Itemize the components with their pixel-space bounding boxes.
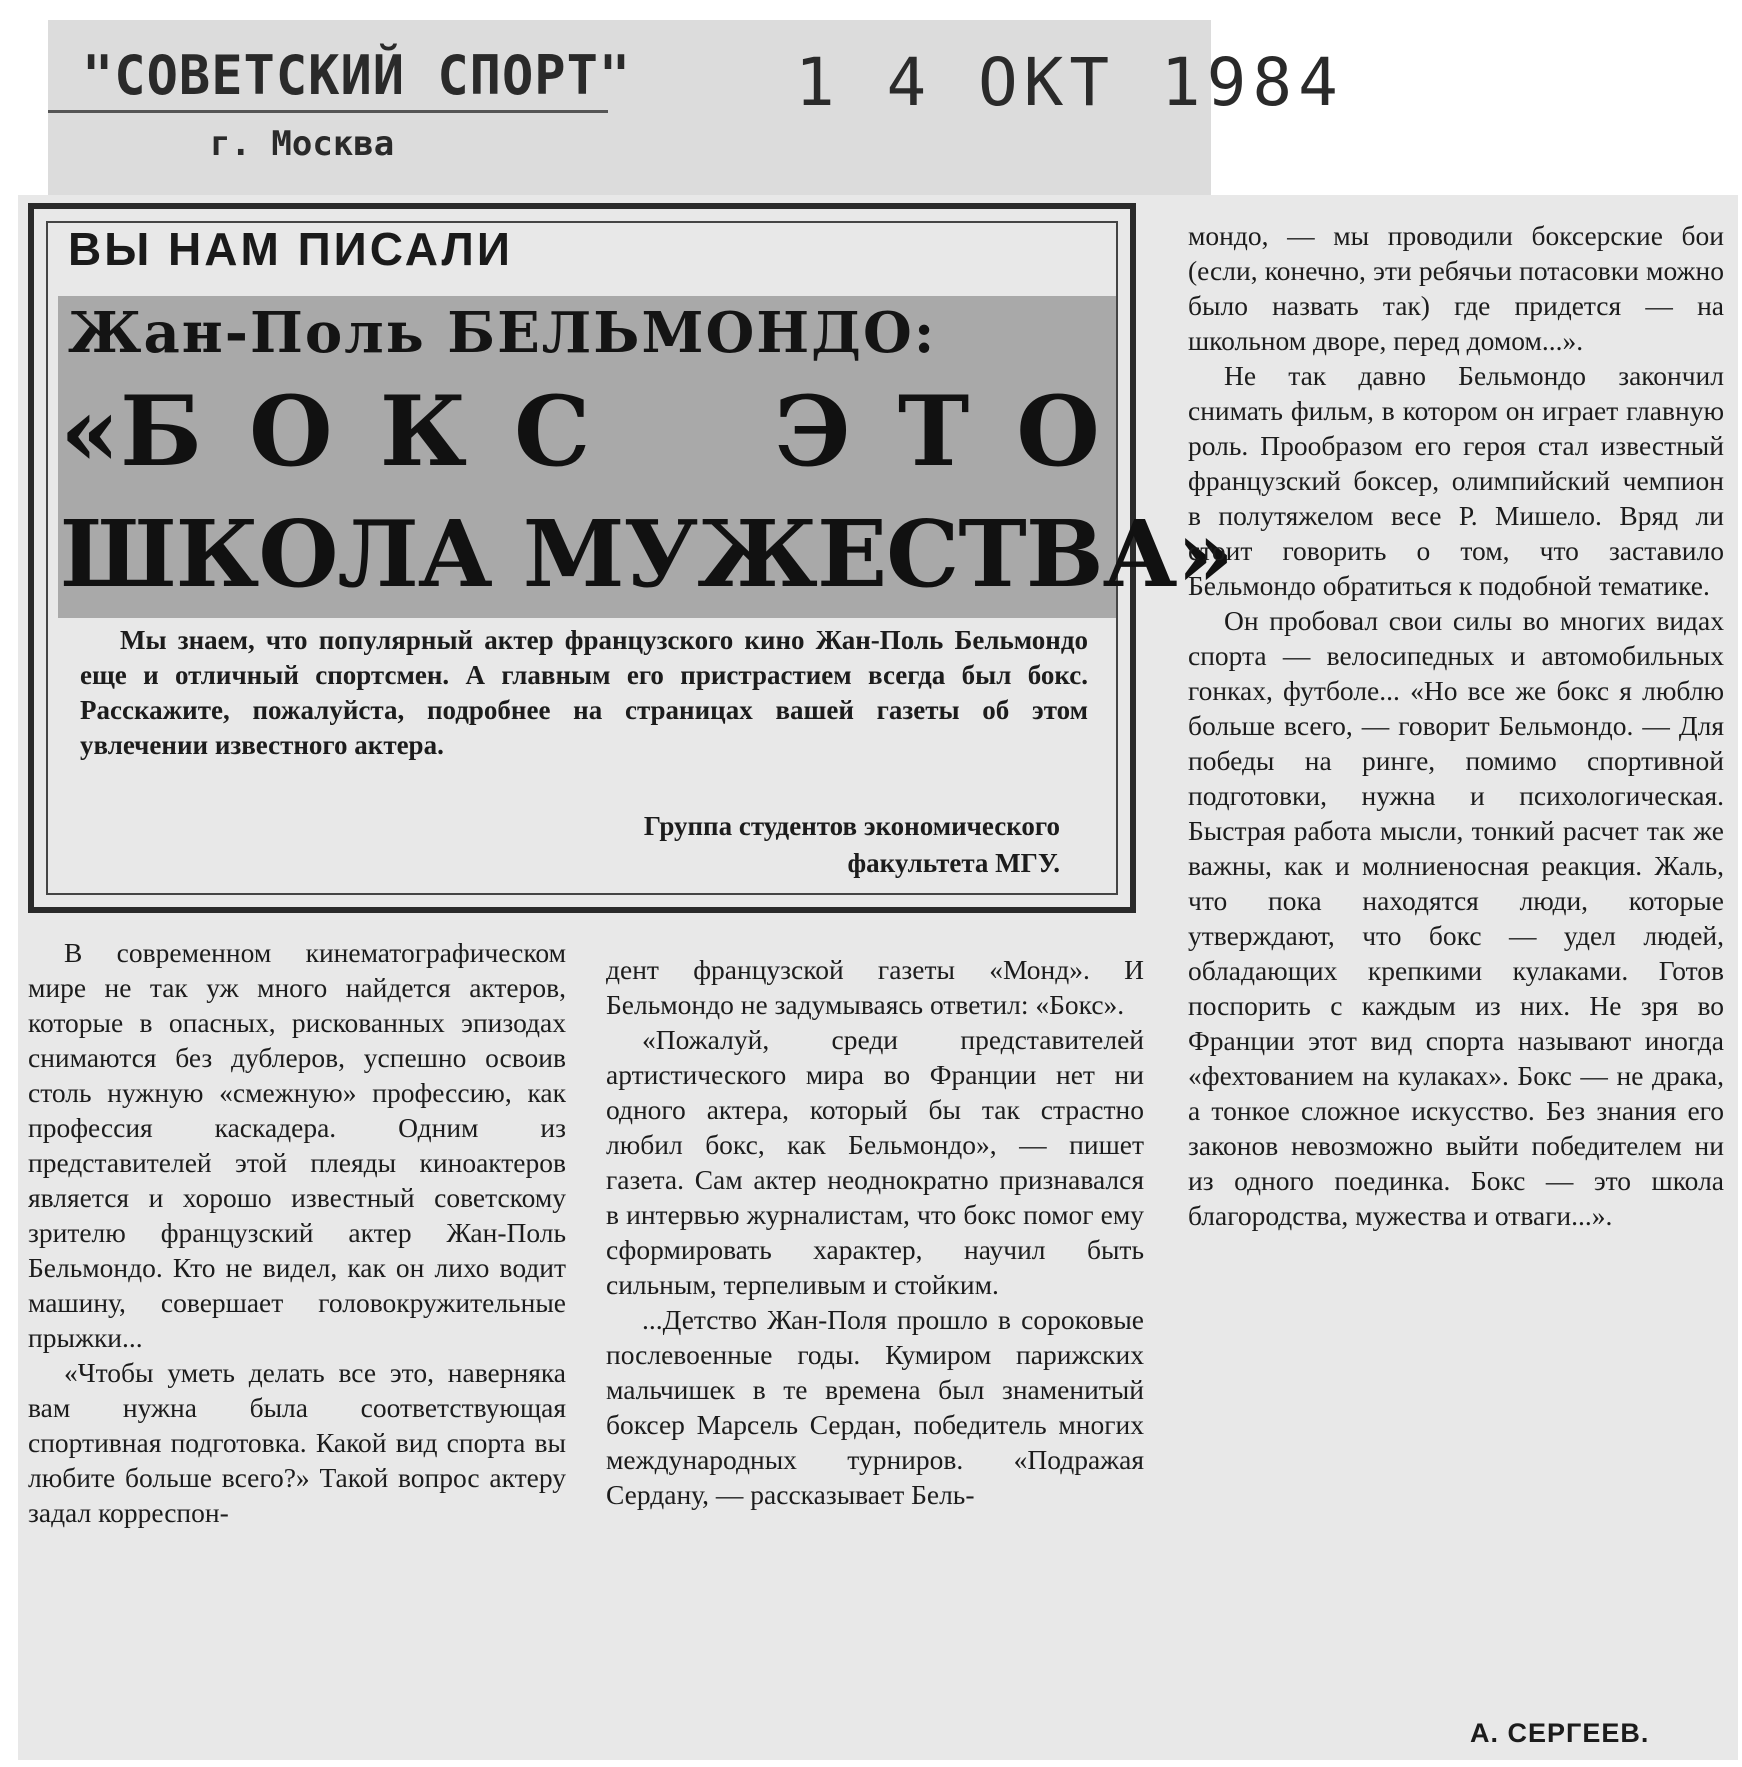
headline-letter: «Б xyxy=(60,375,203,488)
rubric-title: ВЫ НАМ ПИСАЛИ xyxy=(68,223,513,275)
headline-line-2: ШКОЛА МУЖЕСТВА» xyxy=(60,500,1234,608)
headline-letter: Т xyxy=(897,375,970,488)
letter-signature xyxy=(480,808,1060,882)
headline-letter: Э xyxy=(774,375,851,488)
headline-name: Жан-Поль БЕЛЬМОНДО: xyxy=(68,300,937,366)
reader-letter: Мы знаем, что популярный актер французского кино Жан-Поль Бельмондо еще и отличный спортсмен. А главным его пристрастием всегда был бокс. Расскажите, пожалуйста, подробнее на страницах вашей газеты об этом увлечении известного актера. xyxy=(80,625,1088,760)
article-column-3 xyxy=(1188,218,1724,1233)
article-column-1 xyxy=(28,935,566,1530)
article-paragraph: дент французской газеты «Монд». И Бельмондо не задумываясь ответил: «Бокс». xyxy=(606,954,1144,1020)
article-paragraph: В современном кинематографическом мире не так уж много найдется актеров, которые в опасных, рискованных эпизодах снимаются без дублеров, успешно освоив столь нужную «смежную» профессию, как профессия каскадера. Одним из представителей этой плеяды киноактеров является и хорошо известный советскому зрителю французский актер Жан-Поль Бельмондо. Кто не видел, как он лихо водит машину, совершает головокружительные прыжки... xyxy=(28,937,566,1353)
date-stamp: 1 4 ОКТ 1984 xyxy=(795,44,1344,121)
headline-letter: С xyxy=(514,375,591,488)
letter-signature-line-2: факультета МГУ. xyxy=(847,848,1060,878)
headline-spacer xyxy=(637,384,727,480)
headline-letter: О xyxy=(1016,375,1100,488)
article-paragraph: «Пожалуй, среди представителей артистического мира во Франции нет ни одного актера, который бы так страстно любил бокс, как Бельмондо», — пишет газета. Сам актер неоднократно признавался в интервью журналистам, что бокс помог ему сформировать характер, научил быть сильным, терпеливым и стойким. xyxy=(606,1024,1144,1300)
headline-letter: К xyxy=(379,375,468,488)
article-paragraph: Не так давно Бельмондо закончил снимать фильм, в котором он играет главную роль. Прообразом его героя стал известный французский боксер, олимпийский чемпион в полутяжелом весе Р. Мишело. Вряд ли стоит говорить о том, что заставило Бельмондо обратиться к подобной тематике. xyxy=(1188,360,1724,601)
city-stamp: г. Москва xyxy=(210,124,395,164)
stamp-rule xyxy=(48,110,608,113)
article-paragraph: ...Детство Жан-Поля прошло в сороковые послевоенные годы. Кумиром парижских мальчишек в те времена был знаменитый боксер Марсель Сердан, победитель многих международных турниров. «Подражая Сердану, — рассказывает Бель- xyxy=(606,1304,1144,1510)
article-author: А. СЕРГЕЕВ. xyxy=(1470,1718,1650,1748)
article-paragraph: Он пробовал свои силы во многих видах спорта — велосипедных и автомобильных гонках, футболе... «Но все же бокс я люблю больше всего, — говорит Бельмондо. — Для победы на ринге, помимо спортивной подготовки, нужна и психологическая. Быстрая работа мысли, тонкий расчет так же важны, как и молниеносная реакция. Жаль, что пока находятся люди, которые утверждают, что бокс — удел людей, обладающих крепкими кулаками. Готов поспорить с каждым из них. Не зря во Франции этот вид спорта называют иногда «фехтованием на кулаках». Бокс — не драка, а тонкое сложное искусство. Без знания его законов невозможно выйти победителем ни из одного поединка. Бокс — это школа благородства, мужества и отваги...». xyxy=(1188,605,1724,1231)
article-paragraph: мондо, — мы проводили боксерские бои (если, конечно, эти ребячьи потасовки можно было назвать так) где придется — на школьном дворе, перед домом...». xyxy=(1188,220,1724,356)
article-paragraph: «Чтобы уметь делать все это, наверняка вам нужна была соответствующая спортивная подготовка. Какой вид спорта вы любите больше всего?» Такой вопрос актеру задал корреспон- xyxy=(28,1357,566,1528)
article-column-2 xyxy=(606,952,1144,1512)
headline-line-1 xyxy=(60,375,1100,488)
headline-letter: О xyxy=(249,375,333,488)
letter-signature-line-1: Группа студентов экономического xyxy=(643,811,1060,841)
newspaper-name-stamp: "СОВЕТСКИЙ СПОРТ" xyxy=(82,44,632,108)
